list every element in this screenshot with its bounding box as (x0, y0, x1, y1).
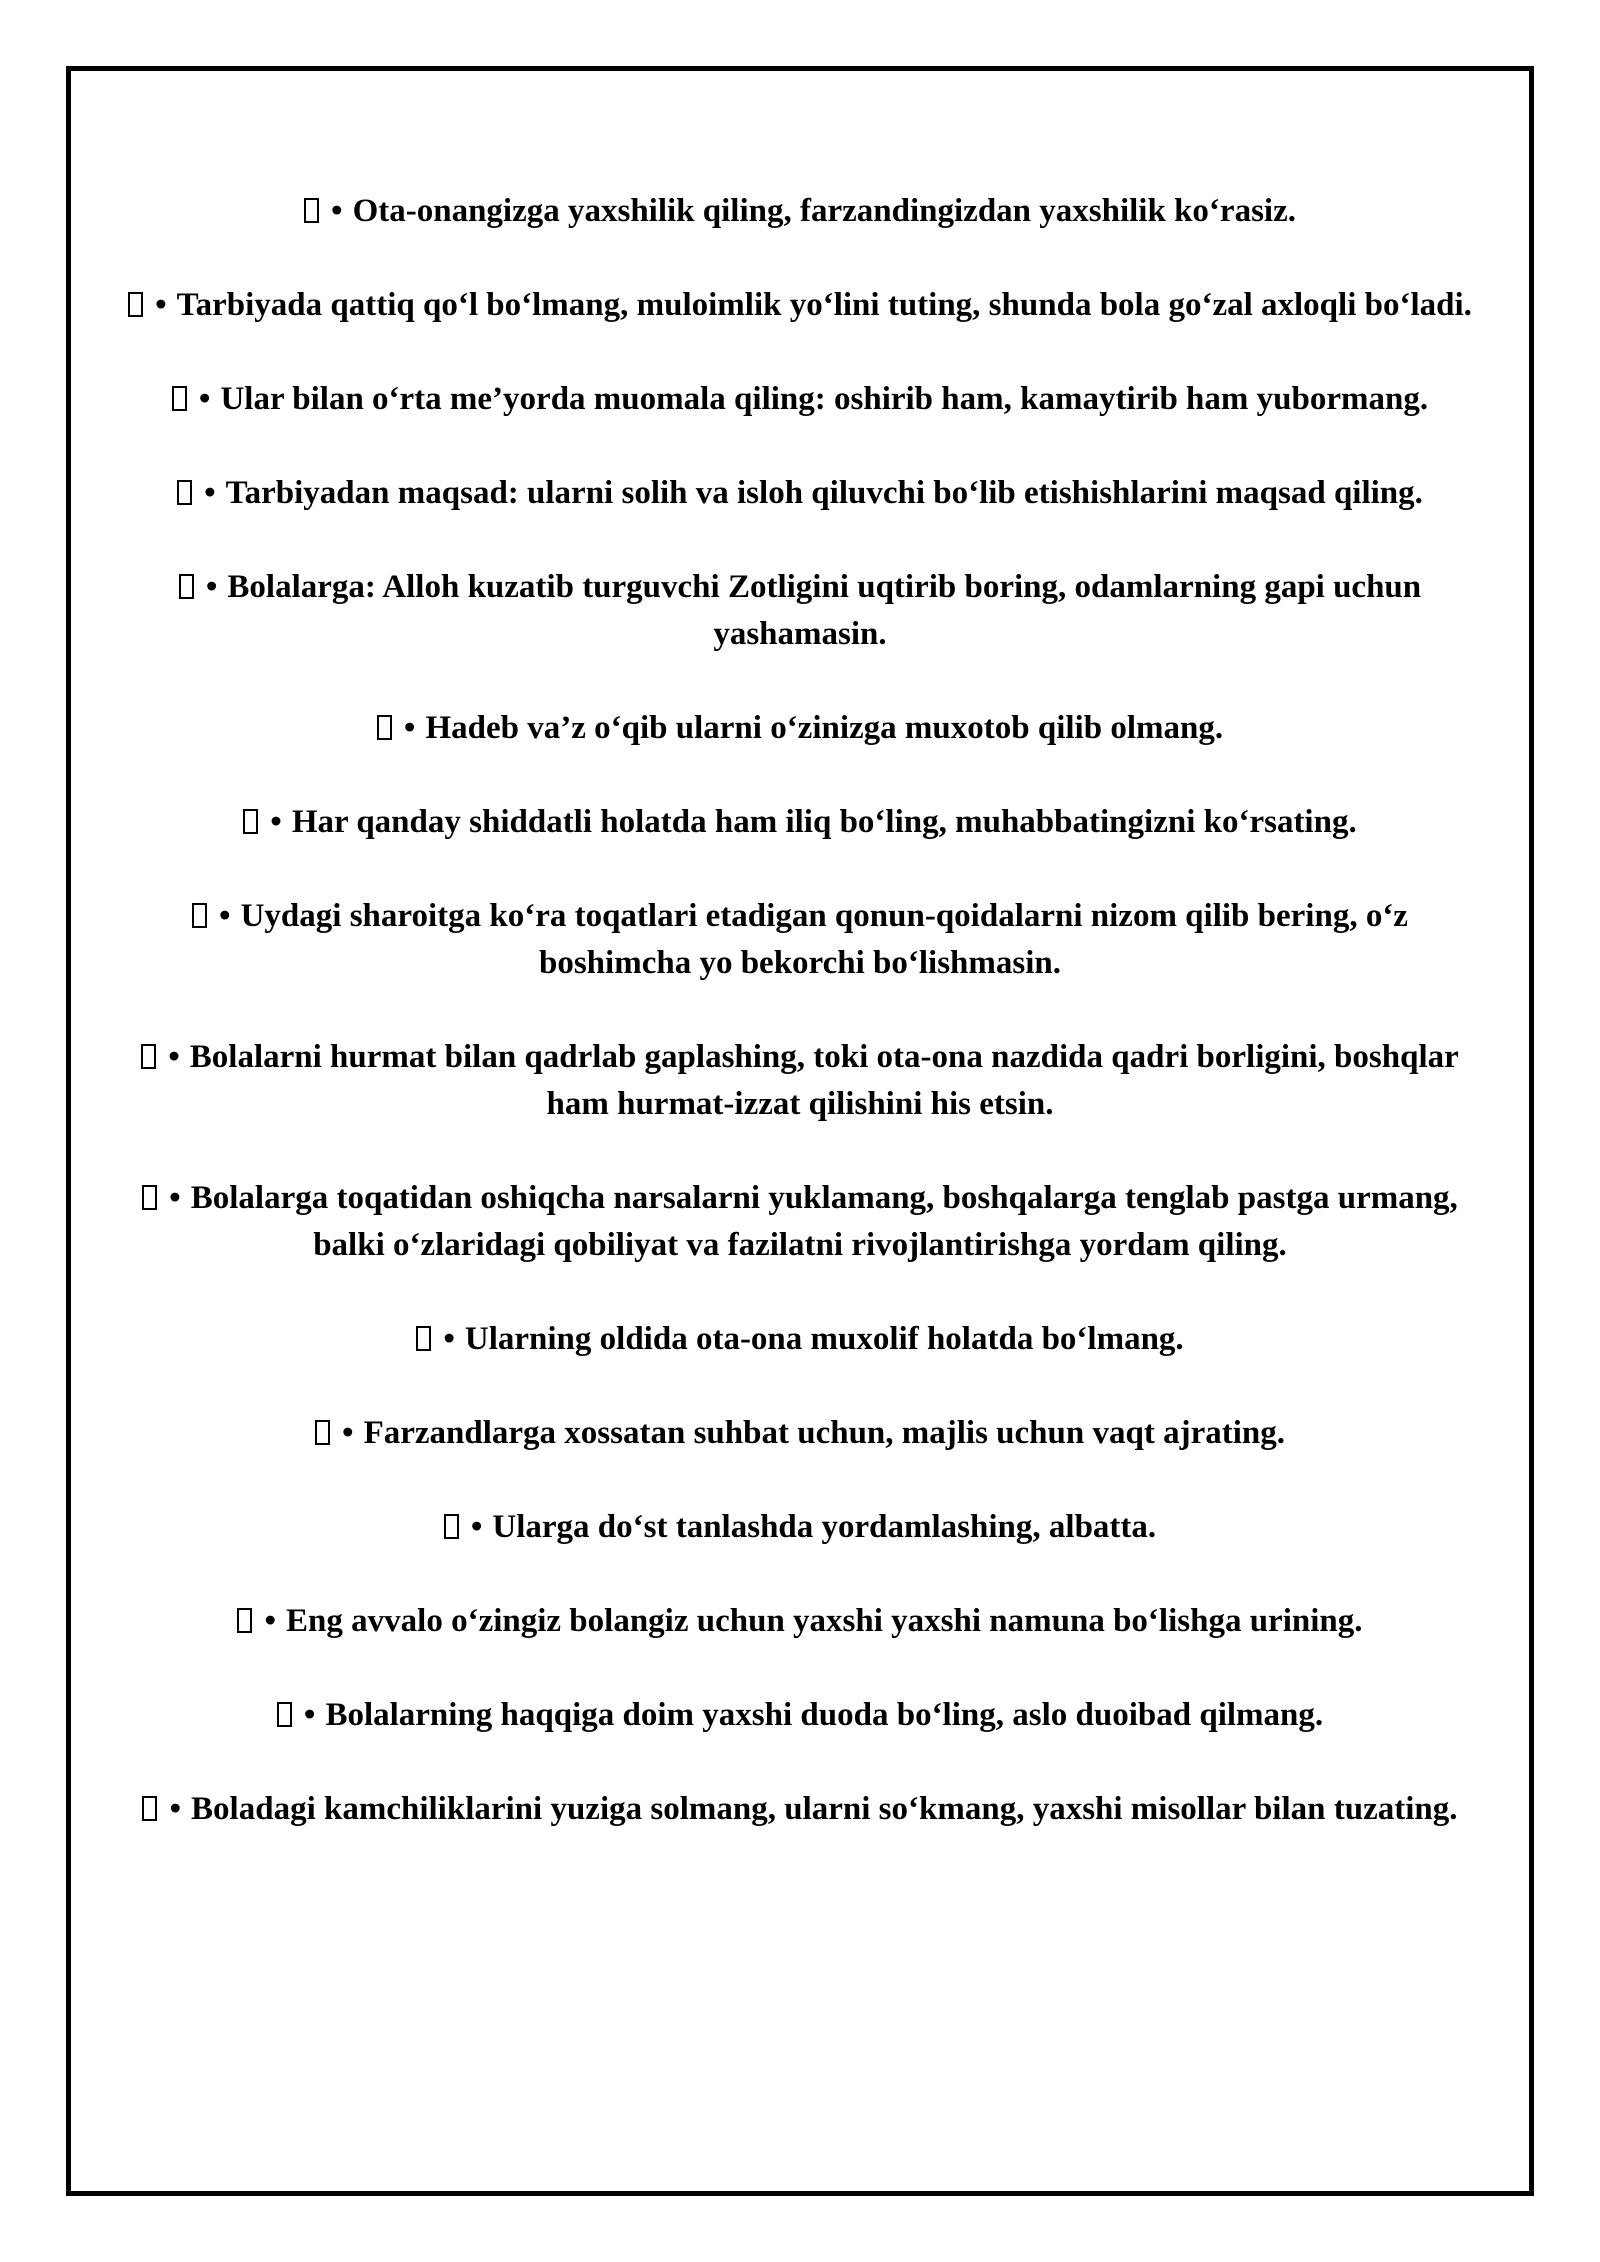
item-text: Bolalarga toqatidan oshiqcha narsalarni yuklamang, boshqalarga tenglab pastga urmang, balki oʻzlaridagi qobiliyat va fazilatni rivojlantirishga yordam qiling. (190, 1180, 1458, 1263)
bullet: • (303, 1697, 316, 1733)
item-text: Bolalarga: Alloh kuzatib turguvchi Zotligini uqtirib boring, odamlarning gapi uchun yashamasin. (227, 569, 1422, 652)
missing-glyph-box-icon (172, 386, 187, 411)
item-text: Tarbiyada qattiq qoʻl boʻlmang, muloimlik yoʻlini tuting, shunda bola goʻzal axloqli boʻladi. (176, 287, 1472, 323)
bullet: • (219, 898, 231, 934)
missing-glyph-box-icon (304, 198, 319, 223)
list-item (115, 564, 1485, 658)
missing-glyph-box-icon (277, 1702, 292, 1727)
missing-glyph-box-icon (179, 574, 194, 599)
bullet: • (204, 475, 216, 511)
item-text: Ularning oldida ota-ona muxolif holatda boʻlmang. (464, 1321, 1184, 1357)
missing-glyph-box-icon (128, 292, 143, 317)
item-text: Bolalarni hurmat bilan qadrlab gaplashing, toki ota-ona nazdida qadri borligini, boshqlar ham hurmat-izzat qilishini his etsin. (189, 1039, 1459, 1122)
bullet: • (443, 1321, 455, 1357)
list-item (115, 1410, 1485, 1457)
missing-glyph-box-icon (315, 1420, 330, 1445)
item-text: Ota-onangizga yaxshilik qiling, farzandingizdan yaxshilik koʻrasiz. (352, 193, 1296, 229)
bullet: • (403, 710, 416, 746)
list-item (115, 1692, 1485, 1739)
bullet: • (168, 1039, 180, 1075)
item-text: Boladagi kamchiliklarini yuziga solmang, ularni soʻkmang, yaxshi misollar bilan tuzating. (191, 1791, 1458, 1827)
missing-glyph-box-icon (237, 1608, 252, 1633)
item-text: Tarbiyadan maqsad: ularni solih va isloh qiluvchi boʻlib etishishlarini maqsad qiling. (225, 475, 1423, 511)
missing-glyph-box-icon (177, 480, 192, 505)
missing-glyph-box-icon (444, 1514, 459, 1539)
item-text: Farzandlarga xossatan suhbat uchun, majlis uchun vaqt ajrating. (363, 1415, 1285, 1451)
item-text: Ularga doʻst tanlashda yordamlashing, albatta. (492, 1509, 1157, 1545)
item-text: Ular bilan oʻrta me’yorda muomala qiling: oshirib ham, kamaytirib ham yubormang. (220, 381, 1429, 417)
list-item (115, 282, 1485, 329)
bullet: • (155, 287, 167, 323)
list-item (115, 893, 1485, 987)
bullet: • (342, 1415, 354, 1451)
bullet: • (264, 1603, 277, 1639)
missing-glyph-box-icon (141, 1044, 156, 1069)
item-text: Eng avvalo oʻzingiz bolangiz uchun yaxshi yaxshi namuna boʻlishga urining. (286, 1603, 1363, 1639)
missing-glyph-box-icon (416, 1326, 431, 1351)
item-text: Uydagi sharoitga koʻra toqatlari etadigan qonun-qoidalarni nizom qilib bering, oʻz boshimcha yo bekorchi boʻlishmasin. (240, 898, 1408, 981)
item-text: Bolalarning haqqiga doim yaxshi duoda boʻling, aslo duoibad qilmang. (325, 1697, 1324, 1733)
list-item (115, 705, 1485, 752)
missing-glyph-box-icon (377, 715, 392, 740)
list-item (115, 1034, 1485, 1128)
bullet: • (331, 193, 343, 229)
list-item (115, 1786, 1485, 1833)
advice-list (115, 188, 1485, 1880)
bullet: • (470, 1509, 483, 1545)
bullet: • (205, 569, 218, 605)
item-text: Hadeb va’z oʻqib ularni oʻzinizga muxotob qilib olmang. (425, 710, 1224, 746)
list-item (115, 1598, 1485, 1645)
list-item (115, 376, 1485, 423)
bullet: • (169, 1791, 182, 1827)
missing-glyph-box-icon (142, 1185, 157, 1210)
missing-glyph-box-icon (142, 1796, 157, 1821)
list-item (115, 1504, 1485, 1551)
bullet: • (270, 804, 282, 840)
list-item (115, 1316, 1485, 1363)
item-text: Har qanday shiddatli holatda ham iliq boʻling, muhabbatingizni koʻrsating. (291, 804, 1357, 840)
bullet: • (169, 1180, 181, 1216)
missing-glyph-box-icon (243, 809, 258, 834)
list-item (115, 470, 1485, 517)
bullet: • (198, 381, 211, 417)
missing-glyph-box-icon (192, 903, 207, 928)
list-item (115, 188, 1485, 235)
list-item (115, 1175, 1485, 1269)
list-item (115, 799, 1485, 846)
